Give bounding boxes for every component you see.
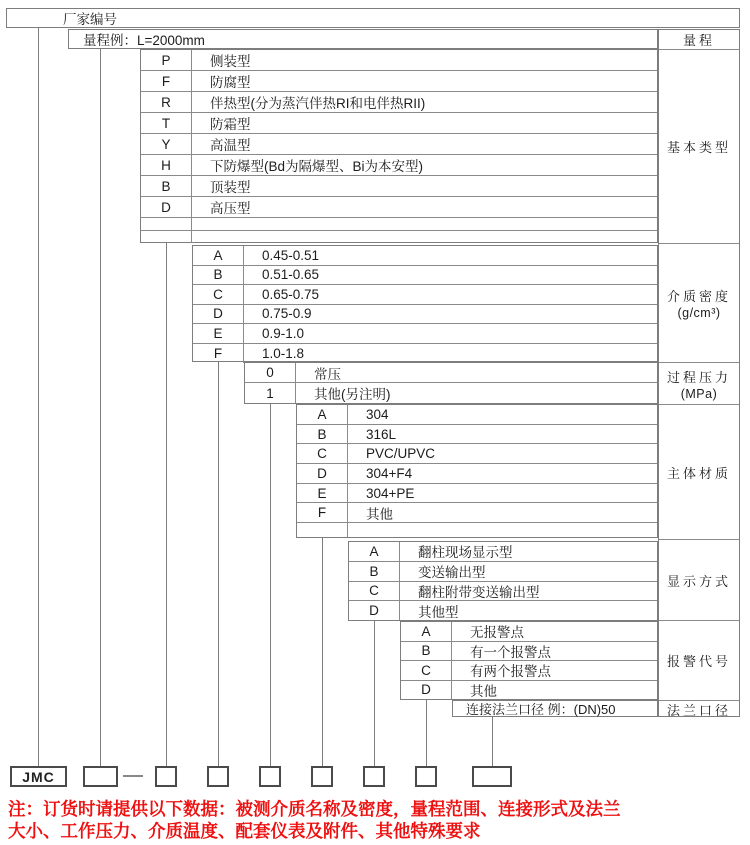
- desc-cell: [348, 523, 657, 537]
- label-flange: [659, 701, 739, 718]
- desc-cell: 304+PE: [366, 485, 415, 501]
- desc-cell: 304: [366, 406, 389, 422]
- desc-cell: 有两个报警点: [470, 664, 551, 680]
- desc-cell: 翻柱现场显示型: [418, 545, 513, 561]
- table-row: [141, 134, 657, 155]
- section-display: [348, 541, 658, 621]
- code-cell: F: [141, 71, 192, 91]
- table-row-empty: [297, 523, 657, 537]
- code-cell: A: [349, 542, 400, 561]
- code-cell: 1: [245, 383, 296, 403]
- code-cell: H: [141, 155, 192, 175]
- table-row: [193, 246, 657, 266]
- desc-cell: 0.45-0.51: [262, 247, 320, 263]
- connector-flange: [492, 716, 493, 766]
- code-cell: C: [401, 661, 452, 680]
- section-pressure: [244, 362, 658, 404]
- code-cell: D: [297, 464, 348, 483]
- code-cell: D: [141, 197, 192, 217]
- label-alarm: [659, 621, 739, 701]
- table-row: [401, 661, 657, 681]
- code-cell: C: [297, 444, 348, 463]
- manufacturer-number-row: [6, 8, 740, 28]
- label-range: [659, 30, 739, 50]
- code-cell: B: [401, 642, 452, 661]
- code-cell: E: [193, 324, 244, 343]
- model-prefix-text: JMC: [22, 768, 55, 785]
- table-row: [193, 344, 657, 363]
- desc-cell: 无报警点: [470, 625, 524, 641]
- code-cell: P: [141, 50, 192, 70]
- desc-cell: 316L: [366, 426, 397, 442]
- table-row: [193, 266, 657, 286]
- table-row: [349, 542, 657, 562]
- ordering-note-line1: 注：订货时请提供以下数据：被测介质名称及密度，量程范围、连接形式及法兰: [8, 799, 621, 819]
- label-pressure: [659, 363, 739, 405]
- desc-cell: 0.9-1.0: [262, 325, 305, 341]
- label-text: 报警代号: [666, 654, 731, 669]
- section-material: [296, 404, 658, 538]
- desc-cell: 有一个报警点: [470, 644, 551, 660]
- desc-cell: 防霜型: [210, 117, 251, 132]
- code-cell: E: [297, 484, 348, 503]
- table-row: [141, 71, 657, 92]
- table-row: [141, 92, 657, 113]
- dash-separator: [123, 775, 143, 777]
- code-cell: B: [297, 425, 348, 444]
- code-cell: B: [193, 266, 244, 285]
- desc-cell: 其他: [366, 506, 393, 522]
- table-row: [401, 681, 657, 700]
- desc-cell: 下防爆型(Bd为隔爆型、Bi为本安型): [210, 159, 424, 174]
- table-row: [349, 562, 657, 582]
- table-row-empty: [141, 218, 657, 231]
- label-text: 介质密度: [666, 289, 731, 304]
- table-row: [297, 464, 657, 484]
- label-text: 基本类型: [666, 140, 731, 155]
- table-row: [141, 176, 657, 197]
- code-cell: D: [193, 305, 244, 324]
- code-box-pressure: [259, 766, 281, 787]
- table-row: [401, 642, 657, 662]
- connector-material: [322, 537, 323, 766]
- connector-basic-type: [166, 242, 167, 766]
- section-density: [192, 245, 658, 362]
- desc-cell: 伴热型(分为蒸汽伴热RI和电伴热RII): [210, 96, 426, 111]
- code-cell: D: [349, 601, 400, 620]
- code-cell: Y: [141, 134, 192, 154]
- section-basic-type: [140, 49, 658, 243]
- desc-cell: 常压: [314, 366, 341, 382]
- table-row: [297, 484, 657, 504]
- label-unit: (MPa): [680, 386, 718, 401]
- desc-cell: [192, 231, 657, 243]
- code-cell: [141, 218, 192, 230]
- table-row: [245, 383, 657, 403]
- table-row: [401, 622, 657, 642]
- table-row: [141, 113, 657, 134]
- flange-size-row: [452, 700, 658, 717]
- code-cell: T: [141, 113, 192, 133]
- connector-range: [100, 48, 101, 766]
- label-text: 主体材质: [666, 465, 731, 481]
- code-box-display: [363, 766, 385, 787]
- code-cell: F: [297, 503, 348, 522]
- code-box-basic-type: [155, 766, 177, 787]
- code-box-flange: [472, 766, 512, 787]
- range-row: [68, 29, 658, 49]
- table-row: [141, 50, 657, 71]
- desc-cell: 0.65-0.75: [262, 286, 320, 302]
- label-material: [659, 405, 739, 540]
- table-row: [297, 405, 657, 425]
- code-cell: [141, 231, 192, 243]
- desc-cell: 高温型: [210, 138, 251, 153]
- table-row: [193, 324, 657, 344]
- label-text: 法兰口径: [666, 703, 731, 718]
- table-row: [297, 425, 657, 445]
- label-display: [659, 540, 739, 621]
- code-cell: A: [193, 246, 244, 265]
- desc-cell: 翻柱附带变送输出型: [418, 584, 540, 600]
- table-row: [349, 582, 657, 602]
- label-density: [659, 244, 739, 363]
- table-row-empty: [141, 231, 657, 243]
- code-cell: A: [401, 622, 452, 641]
- connector-alarm: [426, 699, 427, 766]
- code-box-range: [83, 766, 118, 787]
- label-text: 显示方式: [666, 573, 731, 589]
- connector-density: [218, 361, 219, 766]
- ordering-note-line2: 大小、工作压力、介质温度、配套仪表及附件、其他特殊要求: [8, 820, 481, 841]
- table-row: [297, 503, 657, 523]
- code-box-alarm: [415, 766, 437, 787]
- desc-cell: 304+F4: [366, 465, 413, 481]
- table-row: [297, 444, 657, 464]
- label-text: 量程: [682, 33, 715, 48]
- desc-cell: PVC/UPVC: [366, 446, 436, 462]
- connector-display: [374, 620, 375, 766]
- desc-cell: 变送输出型: [418, 565, 486, 581]
- code-cell: C: [349, 582, 400, 601]
- desc-cell: 0.51-0.65: [262, 267, 320, 283]
- code-box-density: [207, 766, 229, 787]
- code-cell: A: [297, 405, 348, 424]
- desc-cell: [192, 218, 657, 230]
- code-cell: F: [193, 344, 244, 363]
- desc-cell: 其他型: [418, 604, 459, 620]
- table-row: [349, 601, 657, 620]
- connector-manufacturer: [38, 27, 39, 766]
- desc-cell: 防腐型: [210, 75, 251, 90]
- desc-cell: 0.75-0.9: [262, 306, 312, 322]
- desc-cell: 其他(另注明): [314, 387, 391, 402]
- code-cell: B: [141, 176, 192, 196]
- desc-cell: 1.0-1.8: [262, 345, 305, 361]
- section-alarm: [400, 621, 658, 700]
- code-box-material: [311, 766, 333, 787]
- table-row: [193, 285, 657, 305]
- code-cell: D: [401, 681, 452, 700]
- model-prefix-box: [10, 766, 67, 787]
- table-row: [193, 305, 657, 325]
- range-example-text: 量程例：L=2000mm: [83, 33, 205, 48]
- code-cell: R: [141, 92, 192, 112]
- desc-cell: 高压型: [210, 201, 251, 216]
- category-label-column: [658, 29, 740, 717]
- flange-size-text: 连接法兰口径 例：(DN)50: [466, 702, 616, 717]
- code-cell: B: [349, 562, 400, 581]
- connector-pressure: [270, 403, 271, 766]
- label-unit: (g/cm³): [677, 306, 721, 320]
- code-cell: 0: [245, 363, 296, 382]
- desc-cell: 顶装型: [210, 180, 251, 195]
- table-row: [245, 363, 657, 383]
- desc-cell: 其他: [470, 683, 497, 699]
- label-basic-type: [659, 50, 739, 244]
- code-cell: C: [193, 285, 244, 304]
- table-row: [141, 197, 657, 218]
- table-row: [141, 155, 657, 176]
- manufacturer-number-label: 厂家编号: [63, 12, 117, 27]
- ordering-note: [8, 799, 748, 842]
- code-cell: [297, 523, 348, 537]
- label-text: 过程压力: [666, 369, 731, 385]
- desc-cell: 侧装型: [210, 54, 251, 69]
